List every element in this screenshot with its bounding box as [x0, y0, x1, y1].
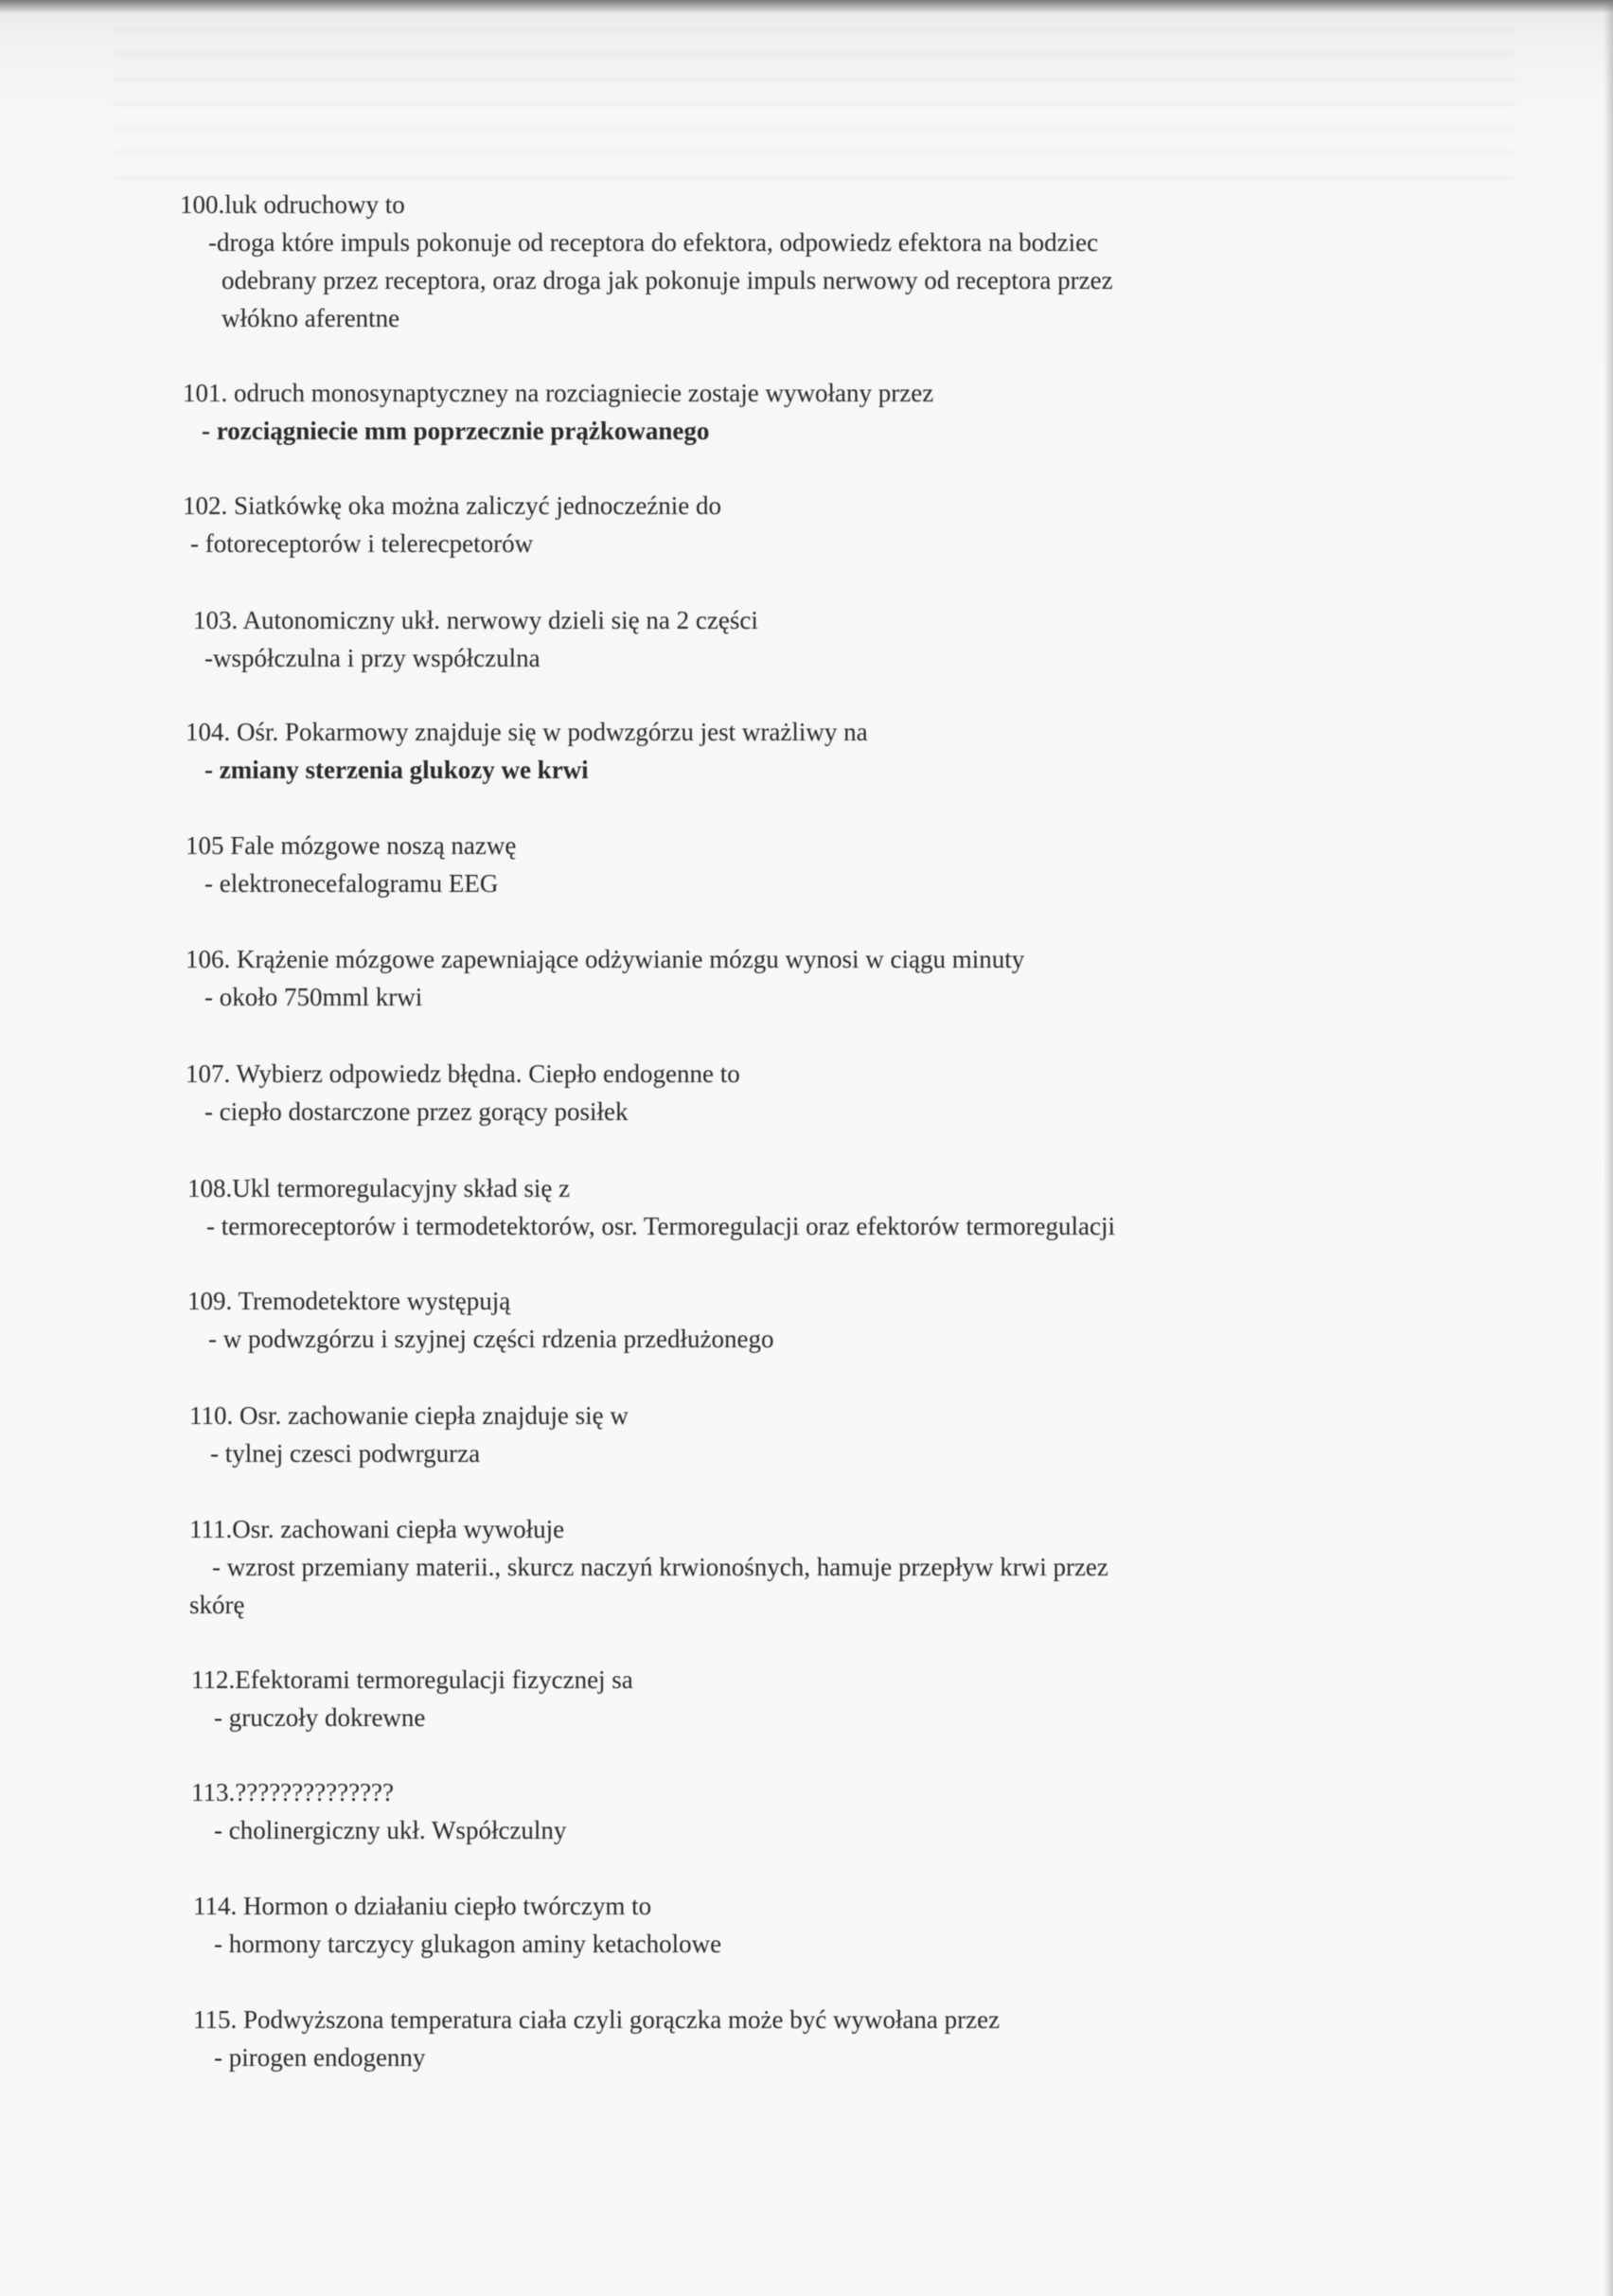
- qa-item-105: [186, 827, 516, 902]
- question-101: 101. odruch monosynaptyczney na rozciagniecie zostaje wywołany przez: [183, 379, 934, 407]
- answer-110: - tylnej czesci podwrgurza: [210, 1439, 481, 1468]
- question-100: 100.luk odruchowy to: [180, 190, 405, 219]
- qa-item-104: [186, 713, 868, 789]
- question-105: 105 Fale mózgowe noszą nazwę: [186, 831, 517, 860]
- qa-item-106: [186, 940, 1024, 1016]
- question-104: 104. Ośr. Pokarmowy znajduje się w podwzgórzu jest wrażliwy na: [186, 718, 868, 746]
- qa-item-111: [189, 1510, 1108, 1624]
- answer-111-line-1: - wzrost przemiany materii., skurcz naczyń krwionośnych, hamuje przepływ krwi przez: [212, 1553, 1108, 1581]
- qa-item-100: [180, 186, 1113, 337]
- qa-item-112: [191, 1661, 633, 1736]
- qa-item-108: [187, 1169, 1115, 1245]
- qa-item-110: [189, 1397, 629, 1472]
- qa-item-101: [183, 374, 933, 450]
- question-107: 107. Wybierz odpowiedz błędna. Ciepło endogenne to: [186, 1059, 740, 1088]
- answer-114: - hormony tarczycy glukagon aminy ketacholowe: [214, 1930, 722, 1958]
- answer-111-line-2: skórę: [189, 1591, 245, 1619]
- qa-item-103: [193, 601, 758, 677]
- answer-100-line-1: -droga które impuls pokonuje od receptora do efektora, odpowiedz efektora na bodziec: [208, 228, 1099, 257]
- question-111: 111.Osr. zachowani ciepła wywołuje: [189, 1515, 565, 1543]
- question-110: 110. Osr. zachowanie ciepła znajduje się w: [189, 1401, 629, 1430]
- qa-item-109: [187, 1282, 774, 1358]
- answer-102: - fotoreceptorów i telerecpetorów: [190, 529, 534, 558]
- answer-101: - rozciągniecie mm poprzecznie prążkowanego: [202, 417, 710, 445]
- qa-item-102: [183, 487, 721, 562]
- qa-item-107: [186, 1055, 740, 1130]
- answer-109: - w podwzgórzu i szyjnej części rdzenia przedłużonego: [208, 1325, 774, 1353]
- question-102: 102. Siatkówkę oka można zaliczyć jednoczeźnie do: [183, 491, 722, 520]
- answer-106: - około 750mml krwi: [204, 983, 423, 1011]
- question-113: 113.??????????????: [191, 1778, 395, 1807]
- question-103: 103. Autonomiczny ukł. nerwowy dzieli się na 2 części: [193, 606, 758, 634]
- answer-115: - pirogen endogenny: [214, 2043, 426, 2072]
- qa-item-114: [193, 1887, 721, 1963]
- qa-item-113: [191, 1773, 566, 1849]
- answer-112: - gruczoły dokrewne: [214, 1703, 426, 1732]
- question-115: 115. Podwyższona temperatura ciała czyli gorączka może być wywołana przez: [193, 2005, 1001, 2034]
- answer-108: - termoreceptorów i termodetektorów, osr. Termoregulacji oraz efektorów termoregulacji: [206, 1212, 1115, 1240]
- answer-104: - zmiany sterzenia glukozy we krwi: [204, 756, 589, 784]
- question-112: 112.Efektorami termoregulacji fizycznej sa: [191, 1665, 633, 1694]
- answer-113: - cholinergiczny ukł. Współczulny: [214, 1816, 567, 1844]
- answer-100-line-2: odebrany przez receptora, oraz droga jak pokonuje impuls nerwowy od receptora przez: [222, 266, 1113, 294]
- question-109: 109. Tremodetektore występują: [187, 1287, 511, 1315]
- qa-item-115: [193, 2001, 1000, 2076]
- answer-103: -współczulna i przy współczulna: [204, 644, 541, 672]
- answer-105: - elektronecefalogramu EEG: [204, 869, 499, 898]
- question-106: 106. Krążenie mózgowe zapewniające odżywianie mózgu wynosi w ciągu minuty: [186, 945, 1025, 973]
- answer-100-line-3: włókno aferentne: [222, 304, 400, 332]
- answer-107: - ciepło dostarczone przez gorący posiłek: [204, 1097, 629, 1126]
- question-108: 108.Ukl termoregulacyjny skład się z: [187, 1174, 571, 1202]
- question-114: 114. Hormon o działaniu ciepło twórczym to: [193, 1892, 652, 1920]
